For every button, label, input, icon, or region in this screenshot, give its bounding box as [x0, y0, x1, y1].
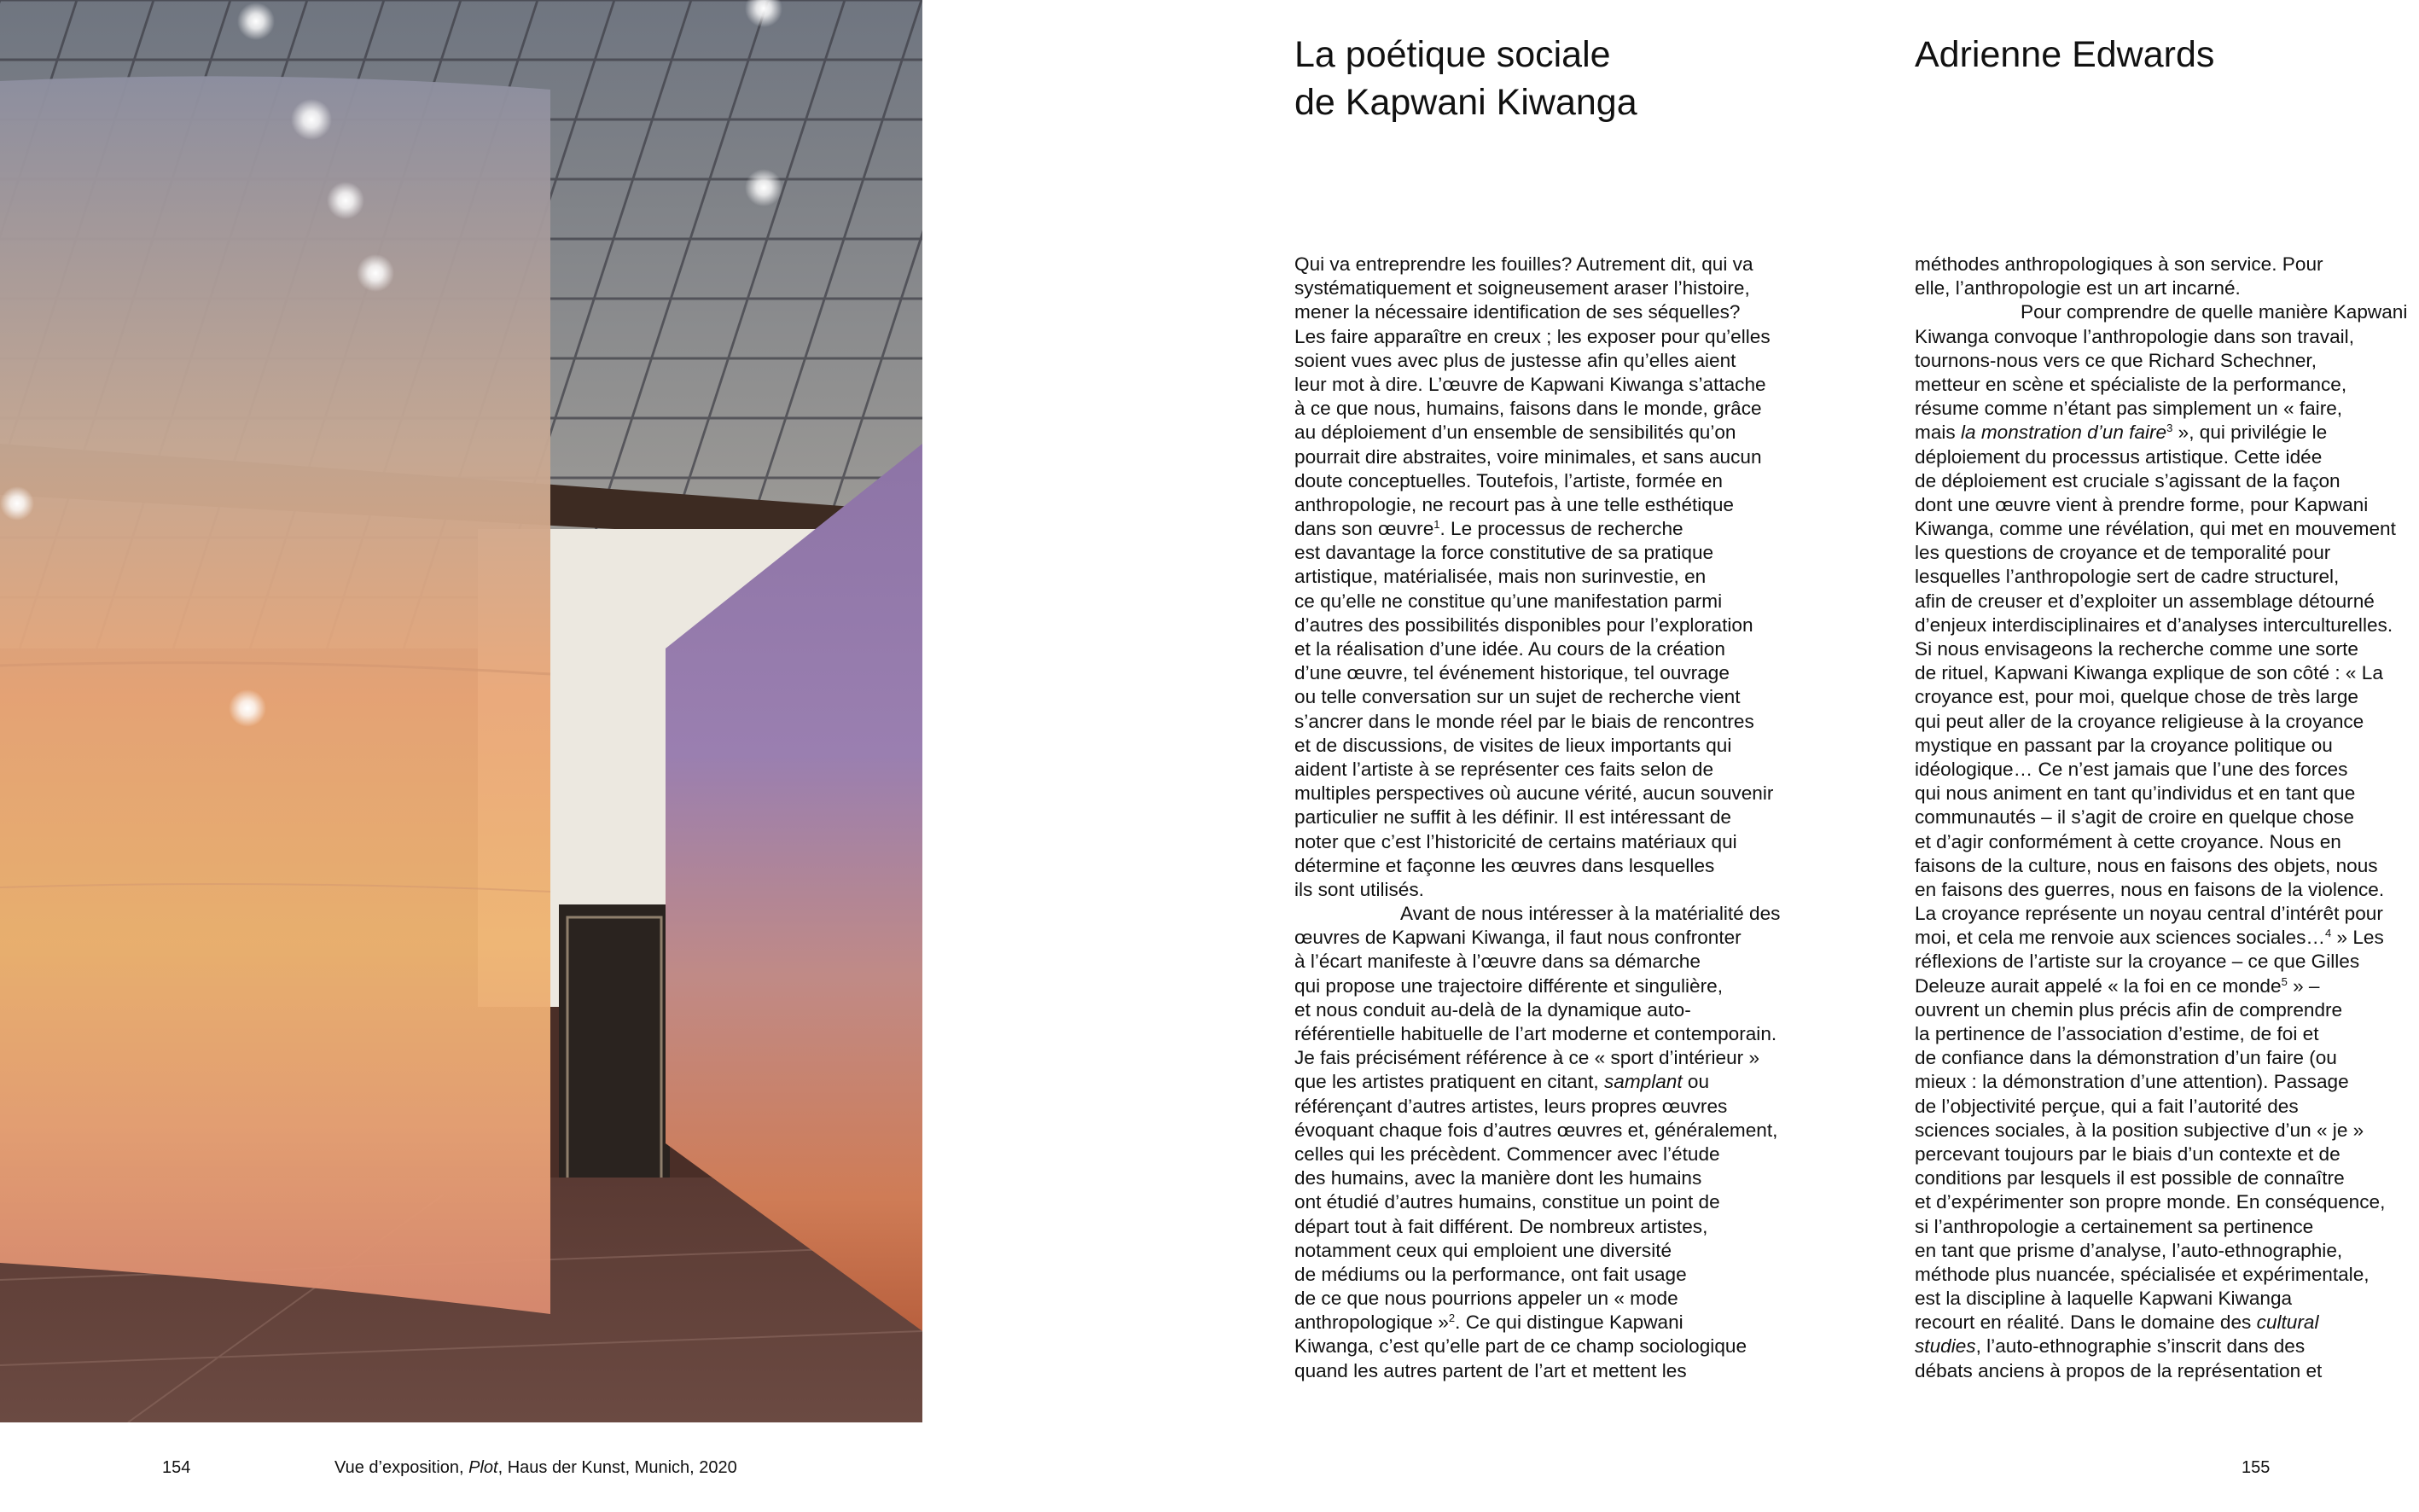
- text-line: idéologique… Ce n’est jamais que l’une des forces: [1915, 758, 2348, 780]
- text-line: évoquant chaque fois d’autres œuvres et, généralement,: [1294, 1119, 1778, 1141]
- text-line: ouvrent un chemin plus précis afin de comprendre: [1915, 998, 2343, 1021]
- text-line: Je fais précisément référence à ce « sport d’intérieur »: [1294, 1047, 1760, 1069]
- text-line: en faisons des guerres, nous en faisons de la violence.: [1915, 878, 2385, 900]
- text-line: d’autres des possibilités disponibles pour l’exploration: [1294, 614, 1753, 636]
- text-line: Kiwanga, c’est qu’elle part de ce champ sociologique: [1294, 1335, 1747, 1358]
- text-line: si l’anthropologie a certainement sa pertinence: [1915, 1215, 2314, 1237]
- text-line: réflexions de l’artiste sur la croyance – ce que Gilles: [1915, 951, 2360, 973]
- text-line: départ tout à fait différent. De nombreux artistes,: [1294, 1215, 1708, 1237]
- text-line: méthodes anthropologiques à son service. Pour: [1915, 253, 2323, 275]
- text-line: recourt en réalité. Dans le domaine des cultural: [1915, 1311, 2319, 1334]
- text-line: metteur en scène et spécialiste de la performance,: [1915, 373, 2347, 395]
- text-line: artistique, matérialisée, mais non surinvestie, en: [1294, 566, 1707, 588]
- text-line: référentielle habituelle de l’art moderne et contemporain.: [1294, 1023, 1777, 1044]
- text-line: méthode plus nuancée, spécialisée et expérimentale,: [1915, 1263, 2370, 1285]
- text-line: mieux : la démonstration d’une attention). Passage: [1915, 1071, 2349, 1093]
- text-line: de l’objectivité perçue, qui a fait l’autorité des: [1915, 1095, 2299, 1117]
- text-line: pourrait dire abstraites, voire minimales, et sans aucun: [1294, 445, 1762, 468]
- left-page-number: 154: [162, 1458, 191, 1477]
- text-line: et nous conduit au-delà de la dynamique auto-: [1294, 998, 1691, 1021]
- text-line: que les artistes pratiquent en citant, samplant ou: [1294, 1071, 1710, 1093]
- text-line: anthropologie, ne recourt pas à une telle esthétique: [1294, 493, 1735, 515]
- text-line: Les faire apparaître en creux ; les exposer pour qu’elles: [1294, 325, 1771, 347]
- text-line: La croyance représente un noyau central d’intérêt pour: [1915, 903, 2383, 925]
- text-line: à ce que nous, humains, faisons dans le monde, grâce: [1294, 398, 1762, 420]
- text-line: mystique en passant par la croyance politique ou: [1915, 734, 2333, 756]
- text-line: qui nous animent en tant qu’individus et en tant que: [1915, 782, 2356, 805]
- text-line: systématiquement et soigneusement araser l’histoire,: [1294, 277, 1750, 299]
- text-line: studies, l’auto-ethnographie s’inscrit dans des: [1915, 1335, 2306, 1358]
- text-line: Avant de nous intéresser à la matérialité des: [1400, 903, 1781, 925]
- text-line: anthropologique »$^2$. Ce qui distingue Kapwani: [1294, 1311, 1683, 1334]
- text-line: mais la monstration d’un faire$^3$ », qui privilégie le: [1915, 422, 2328, 444]
- text-line: afin de creuser et d’exploiter un assemblage détourné: [1915, 590, 2375, 612]
- text-line: est la discipline à laquelle Kapwani Kiwanga: [1915, 1288, 2293, 1310]
- text-line: détermine et façonne les œuvres dans lesquelles: [1294, 854, 1715, 876]
- text-line: faisons de la culture, nous en faisons des objets, nous: [1915, 854, 2378, 876]
- text-line: percevant toujours par le biais d’un contexte et de: [1915, 1143, 2340, 1165]
- text-line: des humains, avec la manière dont les humains: [1294, 1167, 1702, 1189]
- text-line: soient vues avec plus de justesse afin qu’elles aient: [1294, 349, 1736, 371]
- text-line: particulier ne suffit à les définir. Il est intéressant de: [1294, 806, 1731, 829]
- right-page-number: 155: [2242, 1458, 2271, 1477]
- text-line: notamment ceux qui emploient une diversité: [1294, 1239, 1672, 1261]
- article-title: La poétique sociale de Kapwani Kiwanga: [1294, 34, 1637, 123]
- exhibition-photo: [0, 0, 922, 1422]
- text-line: de médiums ou la performance, ont fait usage: [1294, 1263, 1687, 1285]
- text-line: conditions par lesquels il est possible de connaître: [1915, 1167, 2345, 1189]
- text-line: de ce que nous pourrions appeler un « mode: [1294, 1288, 1678, 1310]
- text-line: et la réalisation d’une idée. Au cours de la création: [1294, 638, 1725, 660]
- text-line: qui peut aller de la croyance religieuse à la croyance: [1915, 710, 2364, 732]
- text-line: qui propose une trajectoire différente et singulière,: [1294, 974, 1723, 997]
- text-line: référençant d’autres artistes, leurs propres œuvres: [1294, 1095, 1728, 1117]
- text-line: est davantage la force constitutive de sa pratique: [1294, 542, 1714, 564]
- text-line: et d’agir conformément à cette croyance. Nous en: [1915, 830, 2341, 852]
- text-line: multiples perspectives où aucune vérité, aucun souvenir: [1294, 782, 1774, 805]
- text-line: au déploiement d’un ensemble de sensibilités qu’on: [1294, 422, 1736, 444]
- text-line: d’une œuvre, tel événement historique, tel ouvrage: [1294, 662, 1730, 684]
- text-line: Kiwanga, comme une révélation, qui met en mouvement: [1915, 518, 2396, 540]
- text-line: dont une œuvre vient à prendre forme, pour Kapwani: [1915, 493, 2369, 515]
- text-line: de déploiement est cruciale s’agissant de la façon: [1915, 469, 2340, 491]
- text-line: Deleuze aurait appelé « la foi en ce monde$^5$ » –: [1915, 974, 2320, 997]
- text-line: et de discussions, de visites de lieux importants qui: [1294, 734, 1732, 756]
- text-line: moi, et cela me renvoie aux sciences sociales…$^4$ » Les: [1915, 927, 2384, 949]
- text-line: les questions de croyance et de temporalité pour: [1915, 542, 2331, 564]
- text-line: œuvres de Kapwani Kiwanga, il faut nous confronter: [1294, 927, 1742, 949]
- author-name: Adrienne Edwards: [1915, 34, 2215, 75]
- text-line: déploiement du processus artistique. Cette idée: [1915, 445, 2323, 468]
- text-line: de rituel, Kapwani Kiwanga explique de son côté : « La: [1915, 662, 2383, 684]
- text-line: ils sont utilisés.: [1294, 878, 1424, 900]
- text-line: Pour comprendre de quelle manière Kapwani: [2021, 301, 2408, 323]
- text-line: leur mot à dire. L’œuvre de Kapwani Kiwanga s’attache: [1294, 373, 1766, 395]
- text-line: mener la nécessaire identification de ses séquelles?: [1294, 301, 1741, 323]
- text-line: Si nous envisageons la recherche comme une sorte: [1915, 638, 2358, 660]
- photo-caption: Vue d’exposition, Plot, Haus der Kunst, Munich, 2020: [334, 1458, 737, 1477]
- text-line: la pertinence de l’association d’estime, de foi et: [1915, 1023, 2319, 1044]
- text-line: celles qui les précèdent. Commencer avec l’étude: [1294, 1143, 1720, 1165]
- text-line: ou telle conversation sur un sujet de recherche vient: [1294, 686, 1741, 708]
- text-line: à l’écart manifeste à l’œuvre dans sa démarche: [1294, 951, 1701, 973]
- text-line: quand les autres partent de l’art et mettent les: [1294, 1359, 1687, 1381]
- text-line: sciences sociales, à la position subjective d’un « je »: [1915, 1119, 2364, 1141]
- text-line: ce qu’elle ne constitue qu’une manifestation parmi: [1294, 590, 1723, 612]
- text-line: ont étudié d’autres humains, constitue un point de: [1294, 1191, 1720, 1213]
- text-line: Qui va entreprendre les fouilles? Autrement dit, qui va: [1294, 253, 1753, 275]
- text-line: croyance est, pour moi, quelque chose de très large: [1915, 686, 2358, 708]
- text-line: dans son œuvre$^1$. Le processus de recherche: [1294, 518, 1683, 540]
- text-line: elle, l’anthropologie est un art incarné.: [1915, 277, 2241, 299]
- text-column-2: [1915, 253, 2408, 1383]
- text-line: en tant que prisme d’analyse, l’auto-ethnographie,: [1915, 1239, 2343, 1261]
- text-line: de confiance dans la démonstration d’un faire (ou: [1915, 1047, 2337, 1069]
- text-line: communautés – il s’agit de croire en quelque chose: [1915, 806, 2354, 829]
- text-line: d’enjeux interdisciplinaires et d’analyses interculturelles.: [1915, 614, 2393, 636]
- text-line: lesquelles l’anthropologie sert de cadre structurel,: [1915, 566, 2340, 588]
- text-line: noter que c’est l’historicité de certains matériaux qui: [1294, 830, 1737, 852]
- text-line: débats anciens à propos de la représentation et: [1915, 1359, 2323, 1381]
- text-line: s’ancrer dans le monde réel par le biais de rencontres: [1294, 710, 1754, 732]
- text-line: et d’expérimenter son propre monde. En conséquence,: [1915, 1191, 2386, 1213]
- text-line: tournons-nous vers ce que Richard Schechner,: [1915, 349, 2317, 371]
- text-line: Kiwanga convoque l’anthropologie dans son travail,: [1915, 325, 2354, 347]
- text-column-1: [1294, 253, 1781, 1383]
- text-line: résume comme n’étant pas simplement un « faire,: [1915, 398, 2343, 420]
- text-line: doute conceptuelles. Toutefois, l’artiste, formée en: [1294, 469, 1723, 491]
- text-line: aident l’artiste à se représenter ces faits selon de: [1294, 758, 1714, 780]
